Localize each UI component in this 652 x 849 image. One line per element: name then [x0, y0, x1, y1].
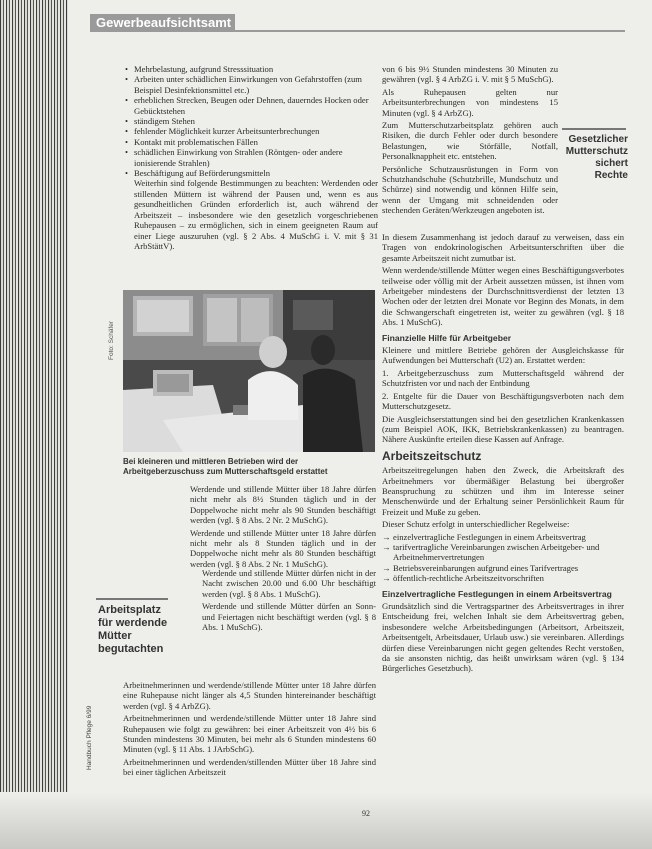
list-item: • ständigem Stehen — [123, 116, 378, 126]
paragraph: Werdende und stillende Mütter dürfen an Sonn- und Feiertagen nicht beschäftigt werden (vgl. § 8 Abs. 1 MuSchG). — [202, 601, 376, 633]
list-item: → Betriebsvereinbarungen aufgrund eines Tarifvertrages — [382, 563, 624, 573]
header-rule — [235, 30, 625, 32]
paragraph: Arbeitnehmerinnen und werdende/stillende Mütter unter 18 Jahre dürfen eine Ruhepause nicht länger als 4,5 Stunden hintereinander beschäftigt werden (vgl. § 4 ArbZG). — [123, 680, 376, 711]
paragraph: Werdende und stillende Mütter dürfen nicht in der Nacht zwischen 20.00 und 6.00 Uhr beschäftigt werden (vgl. § 8 Abs. 1 MuSchG). — [202, 568, 376, 599]
list-item: • erheblichen Strecken, Beugen oder Dehnen, dauerndes Hocken oder Gebücktstehen — [123, 95, 378, 116]
left-column-block-c — [123, 680, 376, 780]
paragraph: Persönliche Schutzausrüstungen in Form von Schutzhandschuhe (Schutzbrille, Mundschutz und Schürze) sind notwendig und können Hilfe sein, wenn der Umgang mit schneidenden oder stechenden Geräten/Werkzeugen angeboten ist. — [382, 163, 558, 216]
paragraph: von 6 bis 9½ Stunden mindestens 30 Minuten zu gewähren (vgl. § 4 ArbZG i. V. mit § 5 MuSchG). — [382, 64, 558, 85]
paragraph: Werdende und stillende Mütter über 18 Jahre dürfen nicht mehr als 8½ Stunden täglich und in der Doppelwoche nicht mehr als 90 Stunden beschäftigt werden (vgl. § 8 Abs. 2 Nr. 2 MuSchG). — [190, 484, 376, 526]
list-item: • Arbeiten unter schädlichen Einwirkungen von Gefahrstoffen (zum Beispiel Desinfektionsmittel etc.) — [123, 74, 378, 95]
paragraph: Kleinere und mittlere Betriebe gehören der Ausgleichskasse für Aufwendungen bei Mutterschaft (U2) an. Erstattet werden: — [382, 345, 624, 366]
section-heading-working-time: Arbeitszeitschutz — [382, 448, 482, 463]
left-column-block-b — [202, 568, 376, 634]
paragraph: Arbeitnehmerinnen und werdenden/stillenden Mütter über 18 Jahre sind bei einer täglichen Arbeitszeit — [123, 756, 376, 778]
regulation-list — [382, 532, 624, 584]
intro-paragraph: Weiterhin sind folgende Bestimmungen zu beachten: Werdenden oder stillenden Müttern ist während der Pausen und, wenn es aus gesundheitlichen Gründen erforderlich ist, auch während der Arbeitszeit – insbesondere wie den gesetzlich vorgeschriebenen Ruhepausen – zu ermöglichen, sich in einem geeigneten Raum auf einer Liege auszuruhen (vgl. § 2 Abs. 4 MuSchG i. V. mit § 31 ArbStättV). — [134, 178, 378, 251]
subheading-financial-aid: Finanzielle Hilfe für Arbeitgeber — [382, 332, 512, 343]
paragraph: Die Ausgleichserstattungen sind bei den gesetzlichen Krankenkassen (zum Beispiel AOK, IKK, Betriebskrankenkassen) zu beantragen. Nähere Auskünfte erteilen diese Kassen auf Anfrage. — [382, 413, 624, 445]
footer-side-text: Handbuch Pflege 6/99 — [86, 705, 93, 770]
paragraph: Wenn werdende/stillende Mütter wegen eines Beschäftigungsverbotes teilweise oder völlig mit der Arbeit aussetzen müssen, ist ihnen vom Arbeitgeber mindestens der Durchschnittsverdienst der letzten 13 Wochen oder der letzten drei Monate vor Beginn des Monats, in dem die Schwangerschaft eingetreten ist, weiter zu gewähren (vgl. § 18 Abs. 1 MuSchG). — [382, 265, 624, 328]
list-item: → öffentlich-rechtliche Arbeitszeitvorschriften — [382, 573, 624, 583]
left-column-top — [123, 64, 378, 253]
right-side-heading-rule — [562, 128, 626, 130]
list-item: • schädlichen Einwirkung von Strahlen (Röntgen- oder andere ionisierende Strahlen) — [123, 147, 378, 168]
hazard-list — [123, 64, 378, 178]
list-item: • Kontakt mit problematischen Fällen — [123, 137, 378, 147]
left-column-block-a — [190, 484, 376, 571]
side-heading: Arbeitsplatz für werdende Mütter begutachten — [98, 604, 168, 655]
office-photo — [123, 290, 375, 452]
paragraph: Arbeitnehmerinnen und werdende/stillende Mütter unter 18 Jahre sind Ruhepausen wie folgt zu gewähren: bei einer Arbeitszeit von 4½ bis 6 Stunden mindestens 30 Minuten, bei mehr als 6 Stunden mindestens 60 Minuten (vgl. § 11 Abs. 1 JArbSchG). — [123, 713, 376, 755]
header-title: Gewerbeaufsichtsamt — [96, 15, 232, 30]
book-page-edges — [0, 0, 68, 849]
paragraph: Grundsätzlich sind die Vertragspartner des Arbeitsvertrages in ihrer Entscheidung frei, welchen Inhalt sie dem Arbeitsvertrag geben, insbesondere welche Arbeitsbedingungen (Arbeitsort, Arbeitszeit, Arbeitsentgelt, Arbeitsdauer, Urlaub usw.) sie vereinbaren. Allerdings dürfen diese Vereinbarungen nicht gegen geltendes Recht verstoßen, da sie ansonsten nichtig, das heißt unwirksam wären (vgl. § 134 Bürgerliches Gesetzbuch). — [382, 601, 624, 674]
subheading-individual-contract: Einzelvertragliche Festlegungen in einem Arbeitsvertrag — [382, 588, 612, 599]
right-column-main — [382, 232, 624, 676]
photo-credit: Foto: Schäfer — [108, 320, 115, 360]
paragraph: Dieser Schutz erfolgt in unterschiedlicher Regelweise: — [382, 519, 570, 530]
paragraph: Zum Mutterschutzarbeitsplatz gehören auch Risiken, die durch Fehler oder durch besondere Belastungen, wie Störfälle, Notfall, Personalknappheit etc. entstehen. — [382, 120, 558, 162]
list-item: 2. Entgelte für die Dauer von Beschäftigungsverboten nach dem Mutterschutzgesetz. — [382, 390, 624, 412]
paragraph: Werdende und stillende Mütter unter 18 Jahre dürfen nicht mehr als 8 Stunden täglich und in der Doppelwoche nicht mehr als 80 Stunden beschäftigt werden (vgl. § 8 Abs. 2 Nr. 1 MuSchG). — [190, 527, 376, 569]
page-number: 92 — [362, 809, 370, 818]
book-bottom-shadow — [0, 792, 652, 849]
photo-caption: Bei kleineren und mittleren Betrieben wird der Arbeitgeberzuschuss zum Mutterschaftsgeld erstattet — [123, 457, 328, 476]
list-item: • fehlender Möglichkeit kurzer Arbeitsunterbrechungen — [123, 126, 378, 136]
side-heading-rule — [96, 598, 168, 600]
right-column-top — [382, 64, 558, 218]
paragraph: Als Ruhepausen gelten nur Arbeitsunterbrechungen von mindestens 15 Minuten (vgl. § 4 ArbZG). — [382, 86, 558, 118]
paragraph: In diesem Zusammenhang ist jedoch darauf zu verweisen, dass ein Tragen von endokrinologischen Arbeitsunterschriften über die gesamte Arbeitszeit nicht zumutbar ist. — [382, 232, 624, 263]
list-item: 1. Arbeitgeberzuschuss zum Mutterschaftsgeld während der Schutzfristen vor und nach der Entbindung — [382, 367, 624, 389]
paragraph: Arbeitszeitregelungen haben den Zweck, die Arbeitskraft des Arbeitnehmers vor übermäßiger Belastung bei übergroßer Beanspruchung zu schützen und ihm im Interesse seiner Menschenwürde und der Erhaltung seiner Persönlichkeit Raum für Freizeit und Muße zu geben. — [382, 465, 624, 517]
right-side-heading: Gesetzlicher Mutterschutz sichert Rechte — [565, 134, 628, 181]
list-item: • Beschäftigung auf Beförderungsmitteln — [123, 168, 378, 178]
list-item: → tarifvertragliche Vereinbarungen zwischen Arbeitgeber- und Arbeitnehmervertretungen — [382, 542, 624, 563]
list-item: → einzelvertragliche Festlegungen in einem Arbeitsvertrag — [382, 532, 624, 542]
list-item: • Mehrbelastung, aufgrund Stresssituation — [123, 64, 378, 74]
